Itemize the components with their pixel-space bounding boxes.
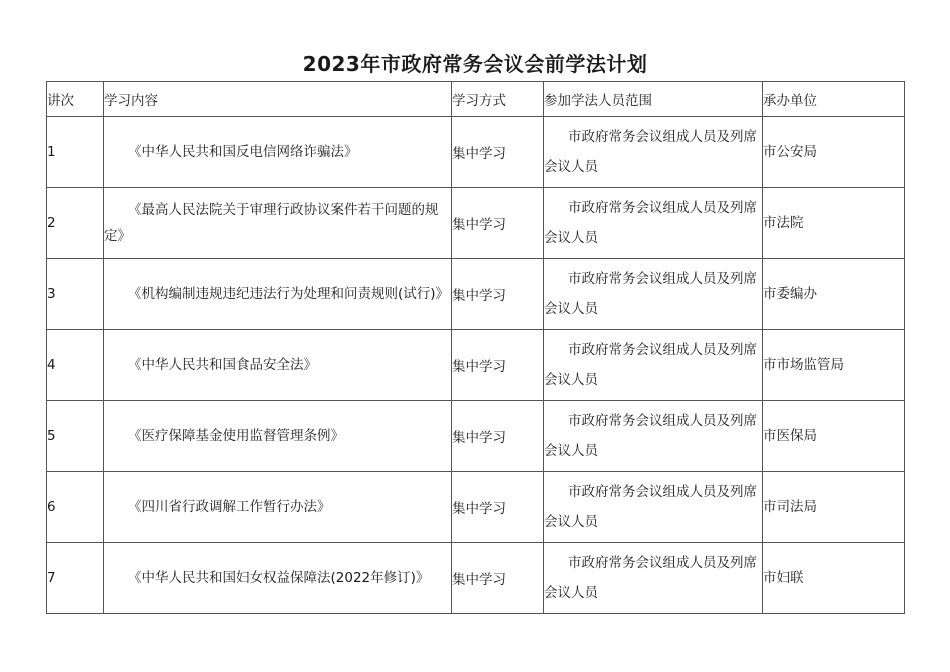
study-method: 集中学习 [452, 259, 544, 330]
study-content: 《医疗保障基金使用监督管理条例》 [104, 401, 452, 472]
participants: 市政府常务会议组成人员及列席会议人员 [544, 259, 763, 330]
organizer: 市妇联 [763, 543, 905, 614]
study-method: 集中学习 [452, 188, 544, 259]
participants: 市政府常务会议组成人员及列席会议人员 [544, 188, 763, 259]
study-method: 集中学习 [452, 401, 544, 472]
study-content: 《四川省行政调解工作暂行办法》 [104, 472, 452, 543]
study-content: 《中华人民共和国妇女权益保障法(2022年修订)》 [104, 543, 452, 614]
organizer: 市委编办 [763, 259, 905, 330]
document-title: 2023年市政府常务会议会前学法计划 [302, 52, 648, 76]
study-content: 《中华人民共和国食品安全法》 [104, 330, 452, 401]
study-content: 《中华人民共和国反电信网络诈骗法》 [104, 117, 452, 188]
study-method: 集中学习 [452, 330, 544, 401]
table-row [47, 472, 905, 543]
session-no: 3 [47, 259, 104, 330]
participants: 市政府常务会议组成人员及列席会议人员 [544, 543, 763, 614]
session-no: 2 [47, 188, 104, 259]
organizer: 市司法局 [763, 472, 905, 543]
header-session-no: 讲次 [47, 82, 104, 117]
participants: 市政府常务会议组成人员及列席会议人员 [544, 330, 763, 401]
table-row [47, 188, 905, 259]
study-method: 集中学习 [452, 472, 544, 543]
table-header-row [47, 82, 905, 117]
participants: 市政府常务会议组成人员及列席会议人员 [544, 472, 763, 543]
organizer: 市公安局 [763, 117, 905, 188]
table-row [47, 259, 905, 330]
study-method: 集中学习 [452, 543, 544, 614]
study-plan-table [46, 81, 905, 614]
header-study-method: 学习方式 [452, 82, 544, 117]
participants: 市政府常务会议组成人员及列席会议人员 [544, 401, 763, 472]
header-study-content: 学习内容 [104, 82, 452, 117]
session-no: 6 [47, 472, 104, 543]
table-row [47, 117, 905, 188]
organizer: 市医保局 [763, 401, 905, 472]
header-organizer: 承办单位 [763, 82, 905, 117]
session-no: 7 [47, 543, 104, 614]
header-participants: 参加学法人员范围 [544, 82, 763, 117]
table-row [47, 401, 905, 472]
participants: 市政府常务会议组成人员及列席会议人员 [544, 117, 763, 188]
session-no: 1 [47, 117, 104, 188]
organizer: 市法院 [763, 188, 905, 259]
study-content: 《最高人民法院关于审理行政协议案件若干问题的规定》 [104, 188, 452, 259]
table-row [47, 330, 905, 401]
study-method: 集中学习 [452, 117, 544, 188]
study-content: 《机构编制违规违纪违法行为处理和问责规则(试行)》 [104, 259, 452, 330]
organizer: 市市场监管局 [763, 330, 905, 401]
session-no: 4 [47, 330, 104, 401]
table-row [47, 543, 905, 614]
session-no: 5 [47, 401, 104, 472]
